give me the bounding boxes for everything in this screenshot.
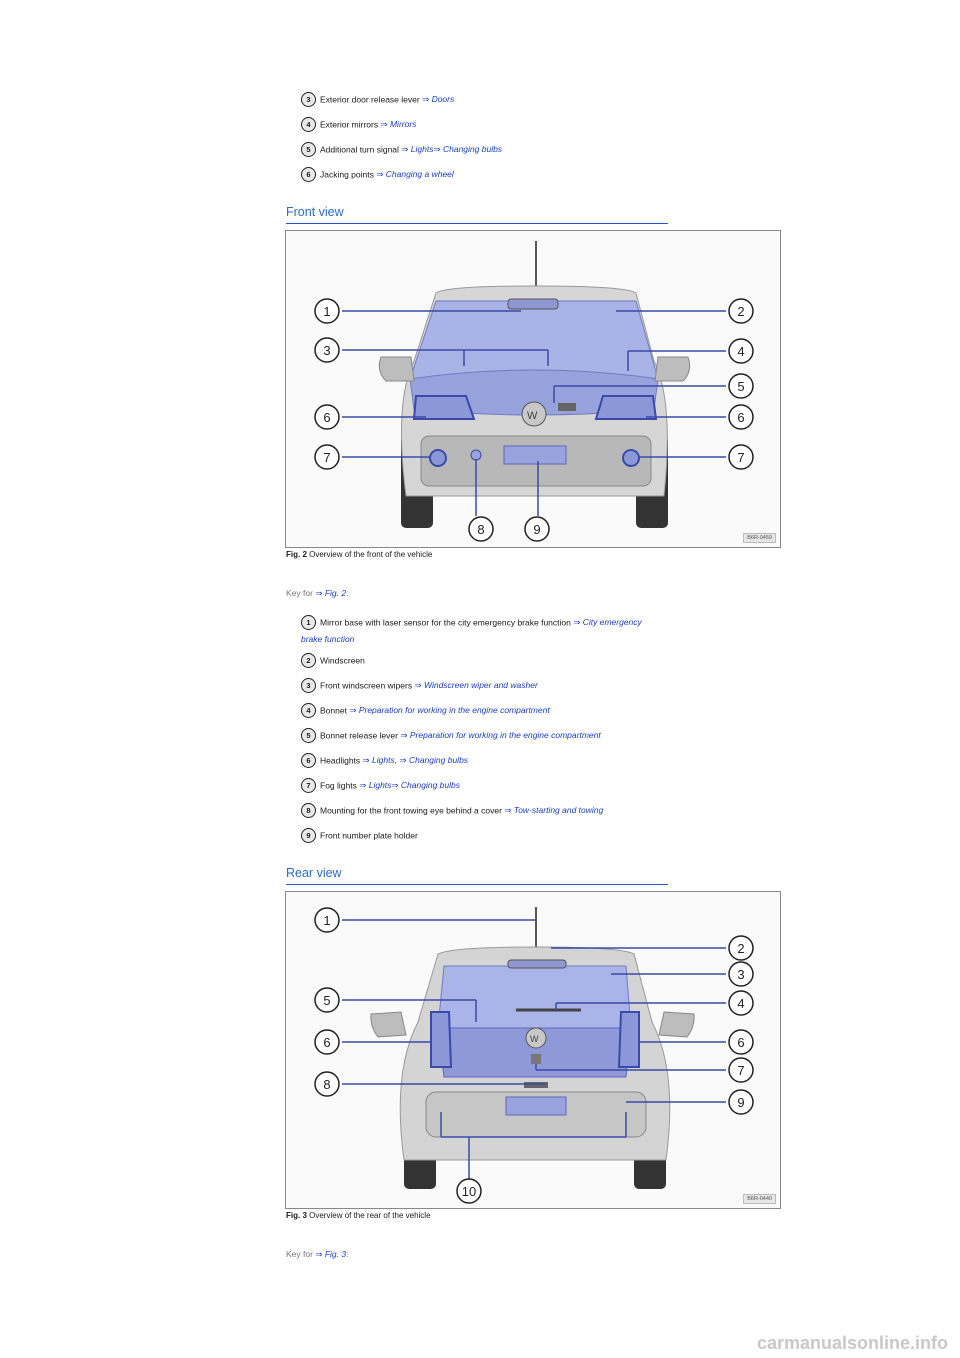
key-number-badge: 6	[301, 753, 316, 768]
top-key-item-3	[301, 91, 671, 108]
front-callout-8: 8	[477, 522, 485, 537]
arrow-icon: ⇒	[401, 144, 409, 154]
front-view-figure	[285, 230, 781, 548]
section-heading-front-view	[286, 205, 668, 224]
front-callout-3: 3	[323, 343, 331, 358]
link-lights[interactable]: Lights,	[372, 755, 398, 765]
arrow-icon: ⇒	[433, 144, 441, 154]
link-changing-a-wheel[interactable]: Changing a wheel	[385, 169, 454, 179]
front-key-item-2	[301, 652, 671, 669]
key-number-badge: 9	[301, 828, 316, 843]
figure-caption-text: Overview of the rear of the vehicle	[309, 1211, 431, 1220]
link-fig-2[interactable]: Fig. 2	[324, 588, 347, 598]
link-windscreen-wiper[interactable]: Windscreen wiper and washer	[424, 680, 538, 690]
arrow-icon: ⇒	[315, 588, 323, 598]
key-number-badge: 1	[301, 615, 316, 630]
front-callout-1: 1	[323, 304, 331, 319]
arrow-icon: ⇒	[414, 680, 422, 690]
link-engine-compartment[interactable]: Preparation for working in the engine compartment	[409, 730, 601, 740]
key-number-badge: 5	[301, 142, 316, 157]
front-callout-4: 4	[737, 344, 745, 359]
link-lights[interactable]: Lights	[368, 780, 392, 790]
front-key-item-1-cont	[301, 631, 671, 648]
key-number-badge: 7	[301, 778, 316, 793]
top-key-item-5	[301, 141, 671, 158]
arrow-icon: ⇒	[362, 755, 370, 765]
key-number-badge: 8	[301, 803, 316, 818]
arrow-icon: ⇒	[315, 1249, 323, 1259]
front-callout-7-right: 7	[737, 450, 745, 465]
front-figure-caption	[286, 550, 432, 559]
section-heading-text: Front view	[286, 205, 344, 219]
front-key-item-6	[301, 752, 671, 769]
link-changing-bulbs[interactable]: Changing bulbs	[408, 755, 469, 765]
front-key-item-5	[301, 727, 671, 744]
key-item-text: Mounting for the front towing eye behind a cover	[320, 805, 502, 816]
svg-text:W: W	[527, 410, 538, 422]
key-number-badge: 2	[301, 653, 316, 668]
rear-callout-7: 7	[737, 1063, 745, 1078]
front-callout-5: 5	[737, 379, 745, 394]
front-callout-6-right: 6	[737, 410, 745, 425]
key-number-badge: 4	[301, 703, 316, 718]
key-number-badge: 6	[301, 167, 316, 182]
arrow-icon: ⇒	[359, 780, 367, 790]
section-heading-text: Rear view	[286, 866, 342, 880]
rear-car-illustration	[286, 892, 780, 1208]
arrow-icon: ⇒	[380, 119, 388, 129]
image-code: B6R-0440	[743, 1194, 776, 1204]
key-number-badge: 4	[301, 117, 316, 132]
key-item-text: Exterior door release lever	[320, 94, 420, 105]
key-item-text: Mirror base with laser sensor for the city emergency brake function	[320, 617, 571, 628]
front-callout-7-left: 7	[323, 450, 331, 465]
arrow-icon: ⇒	[400, 730, 408, 740]
link-brake-function[interactable]: brake function	[301, 634, 355, 644]
link-doors[interactable]: Doors	[431, 94, 455, 104]
link-changing-bulbs[interactable]: Changing bulbs	[442, 144, 503, 154]
watermark: carmanualsonline.info	[756, 1333, 948, 1353]
rear-key-for: Key for ⇒ Fig. 3:	[286, 1249, 349, 1259]
figure-label: Fig. 2	[286, 550, 307, 559]
front-key-item-4	[301, 702, 671, 719]
front-callout-2: 2	[737, 304, 745, 319]
figure-caption-text: Overview of the front of the vehicle	[309, 550, 433, 559]
key-item-text: Exterior mirrors	[320, 119, 379, 130]
image-code: B6R-0459	[743, 533, 776, 543]
front-key-item-8	[301, 802, 671, 819]
link-lights[interactable]: Lights	[410, 144, 434, 154]
key-number-badge: 3	[301, 678, 316, 693]
arrow-icon: ⇒	[349, 705, 357, 715]
rear-callout-6-left: 6	[323, 1035, 331, 1050]
arrow-icon: ⇒	[573, 617, 581, 627]
arrow-icon: ⇒	[376, 169, 384, 179]
key-item-text: Jacking points	[320, 169, 374, 180]
rear-callout-3: 3	[737, 967, 745, 982]
key-number-badge: 3	[301, 92, 316, 107]
link-mirrors[interactable]: Mirrors	[389, 119, 417, 129]
key-item-text: Bonnet release lever	[320, 730, 398, 741]
link-engine-compartment[interactable]: Preparation for working in the engine compartment	[358, 705, 550, 715]
arrow-icon: ⇒	[399, 755, 407, 765]
rear-callout-6-right: 6	[737, 1035, 745, 1050]
front-key-item-9	[301, 827, 671, 844]
rear-callout-2: 2	[737, 941, 745, 956]
key-number-badge: 5	[301, 728, 316, 743]
front-callout-6-left: 6	[323, 410, 331, 425]
link-city-emergency[interactable]: City emergency	[582, 617, 642, 627]
arrow-icon: ⇒	[422, 94, 430, 104]
section-heading-rear-view	[286, 866, 668, 885]
front-key-item-3	[301, 677, 671, 694]
rear-view-figure	[285, 891, 781, 1209]
top-key-item-6	[301, 166, 671, 183]
key-item-text: Bonnet	[320, 705, 347, 716]
front-key-item-1	[301, 614, 671, 631]
arrow-icon: ⇒	[504, 805, 512, 815]
arrow-icon: ⇒	[391, 780, 399, 790]
front-key-item-7	[301, 777, 671, 794]
front-key-for: Key for ⇒ Fig. 2:	[286, 588, 349, 598]
rear-callout-8: 8	[323, 1077, 331, 1092]
key-for-label: Key for	[286, 588, 313, 598]
rear-callout-4: 4	[737, 996, 745, 1011]
key-item-text: Additional turn signal	[320, 144, 399, 155]
link-changing-bulbs[interactable]: Changing bulbs	[400, 780, 460, 790]
rear-callout-9: 9	[737, 1095, 745, 1110]
svg-text:W: W	[530, 1034, 539, 1044]
rear-callout-5: 5	[323, 993, 331, 1008]
key-for-label: Key for	[286, 1249, 313, 1259]
link-tow-starting[interactable]: Tow-starting and towing	[513, 805, 604, 815]
rear-callout-1: 1	[323, 913, 331, 928]
key-item-text: Front number plate holder	[320, 830, 418, 841]
figure-label: Fig. 3	[286, 1211, 307, 1220]
front-car-illustration	[286, 231, 780, 547]
link-fig-3[interactable]: Fig. 3	[324, 1249, 347, 1259]
top-key-item-4	[301, 116, 671, 133]
rear-figure-caption	[286, 1211, 431, 1220]
rear-callout-10: 10	[461, 1184, 477, 1199]
key-item-text: Fog lights	[320, 780, 357, 791]
key-item-text: Headlights	[320, 755, 361, 766]
key-item-text: Front windscreen wipers	[320, 680, 413, 691]
front-callout-9: 9	[533, 522, 541, 537]
key-item-text: Windscreen	[320, 655, 365, 666]
